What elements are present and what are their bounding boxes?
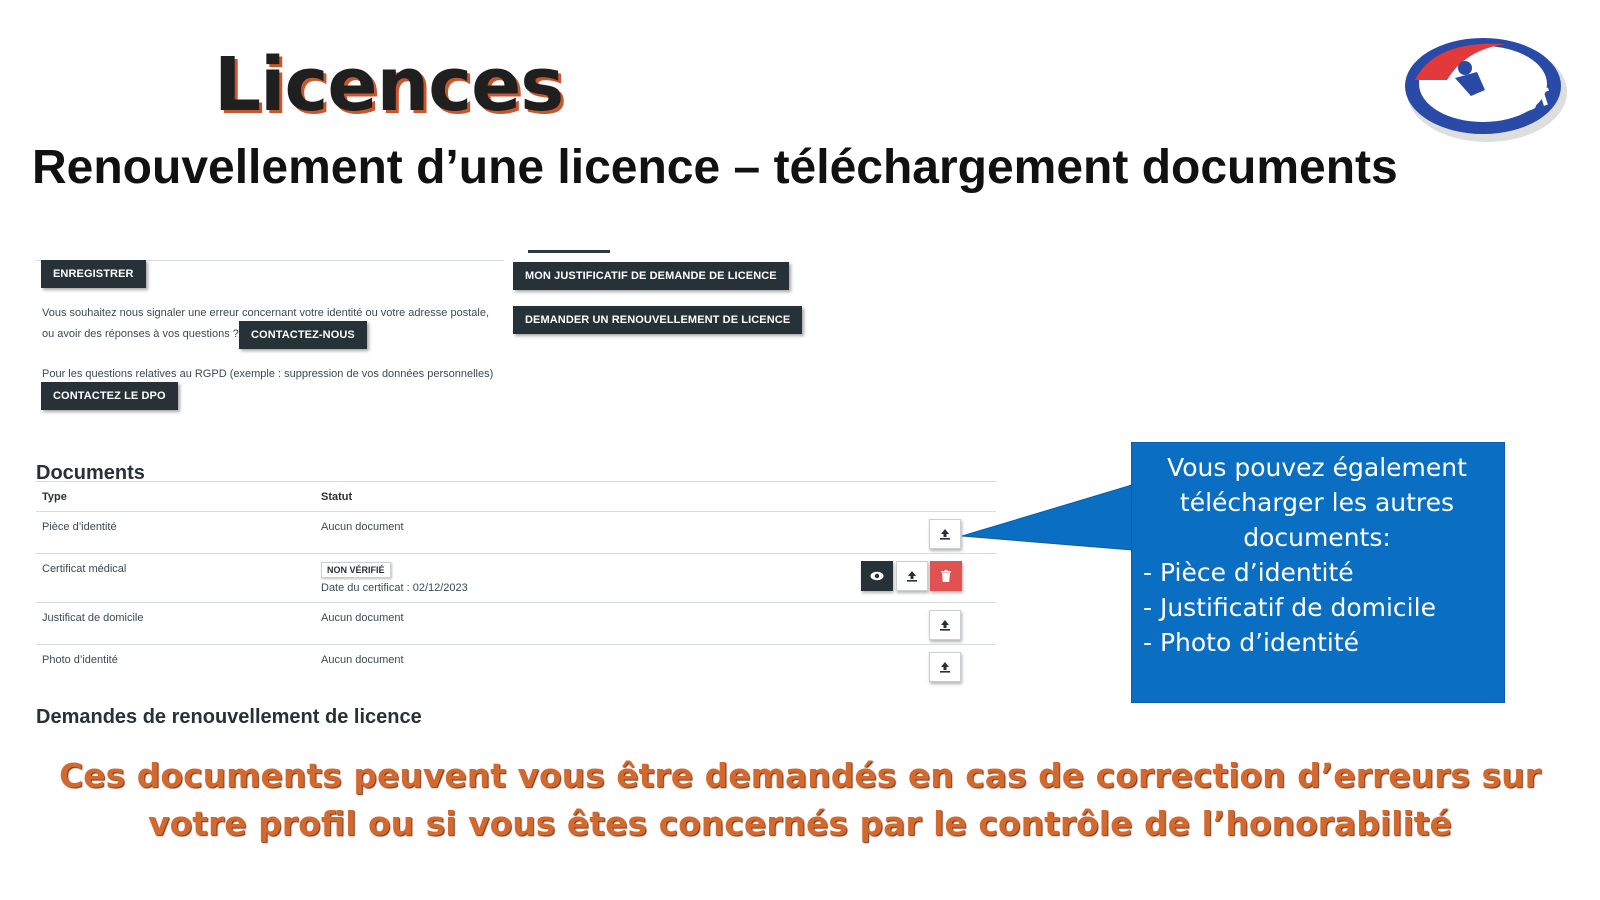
- document-type: Justificat de domicile: [42, 612, 144, 624]
- contact-dpo-button[interactable]: CONTACTEZ LE DPO: [41, 382, 178, 410]
- svg-text:FFBT: FFBT: [1488, 84, 1555, 128]
- table-row: [36, 511, 996, 554]
- document-status: Date du certificat : 02/12/2023: [321, 582, 468, 594]
- column-header-status: Statut: [321, 491, 353, 503]
- view-button[interactable]: [861, 561, 893, 591]
- document-type: Pièce d’identité: [42, 521, 117, 533]
- upload-button[interactable]: [929, 610, 961, 640]
- upload-button[interactable]: [896, 561, 928, 591]
- table-row: [36, 602, 996, 645]
- footer-line: votre profil ou si vous êtes concernés par le contrôle de l’honorabilité: [148, 804, 1452, 843]
- callout-text: [1143, 450, 1491, 660]
- document-type: Photo d’identité: [42, 654, 118, 666]
- upload-icon: [939, 528, 951, 540]
- ffbt-logo: [1395, 30, 1575, 150]
- delete-button[interactable]: [930, 561, 962, 591]
- save-button[interactable]: ENREGISTRER: [41, 260, 146, 288]
- renewal-requests-heading: Demandes de renouvellement de licence: [36, 706, 422, 728]
- eye-icon: [870, 571, 884, 581]
- callout-item: - Pièce d’identité: [1143, 558, 1354, 587]
- document-status: Aucun document: [321, 612, 404, 624]
- upload-icon: [939, 619, 951, 631]
- upload-icon: [906, 570, 918, 582]
- document-type: Certificat médical: [42, 563, 127, 575]
- callout-intro: Vous pouvez également télécharger les autres documents:: [1167, 453, 1467, 552]
- screenshot-panel: [36, 240, 996, 730]
- footer-line: Ces documents peuvent vous être demandés en cas de correction d’erreurs sur: [59, 756, 1541, 795]
- licence-justificatif-button[interactable]: MON JUSTIFICATIF DE DEMANDE DE LICENCE: [513, 262, 789, 290]
- error-help-text-2: ou avoir des réponses à vos questions ?: [42, 328, 239, 340]
- document-status: Aucun document: [321, 654, 404, 666]
- table-row: [36, 553, 996, 603]
- trash-icon: [941, 570, 951, 582]
- request-renewal-button[interactable]: DEMANDER UN RENOUVELLEMENT DE LICENCE: [513, 306, 802, 334]
- upload-icon: [939, 661, 951, 673]
- slide-subtitle: Renouvellement d’une licence – téléchargement documents: [32, 141, 1398, 194]
- callout-item: - Photo d’identité: [1143, 628, 1360, 657]
- callout-item: - Justificatif de domicile: [1143, 593, 1436, 622]
- column-header-type: Type: [42, 491, 67, 503]
- error-help-text: Vous souhaitez nous signaler une erreur concernant votre identité ou votre adresse postale,: [42, 307, 489, 319]
- contact-button[interactable]: CONTACTEZ-NOUS: [239, 321, 367, 349]
- upload-button[interactable]: [929, 652, 961, 682]
- slide-title: Licences: [214, 42, 564, 128]
- table-header-row: [36, 481, 996, 512]
- upload-button[interactable]: [929, 519, 961, 549]
- rgpd-text: Pour les questions relatives au RGPD (exemple : suppression de vos données personnelles): [42, 368, 494, 380]
- footer-note: [40, 752, 1560, 848]
- status-badge: NON VÉRIFIÉ: [321, 562, 391, 578]
- document-status: Aucun document: [321, 521, 404, 533]
- tab-indicator: [528, 250, 610, 253]
- table-row: [36, 644, 996, 687]
- documents-heading: Documents: [36, 462, 145, 484]
